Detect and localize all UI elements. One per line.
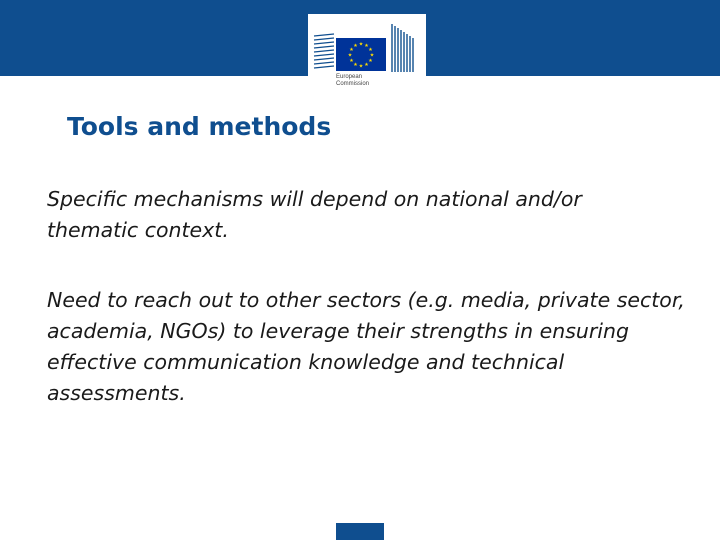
star-icon: ★ bbox=[358, 63, 364, 70]
logo-text-line2: Commission bbox=[336, 81, 370, 87]
footer-bar bbox=[336, 523, 384, 540]
star-icon: ★ bbox=[364, 62, 369, 68]
star-icon: ★ bbox=[358, 41, 364, 48]
star-icon: ★ bbox=[368, 47, 373, 53]
star-icon: ★ bbox=[349, 47, 354, 53]
slide-title: Tools and methods bbox=[67, 112, 332, 141]
body-paragraph-2: Need to reach out to other sectors (e.g. media, private sector, academia, NGOs) to leverage their strengths in ensuring effective communication knowledge and technical assessments. bbox=[47, 288, 685, 405]
star-icon: ★ bbox=[347, 52, 353, 59]
star-icon: ★ bbox=[369, 52, 375, 59]
logo-text-line1: European bbox=[336, 74, 363, 80]
star-icon: ★ bbox=[353, 62, 358, 68]
star-icon: ★ bbox=[353, 43, 358, 49]
logo-text bbox=[336, 74, 369, 88]
star-icon: ★ bbox=[368, 58, 373, 64]
european-commission-logo bbox=[308, 14, 426, 100]
star-icon: ★ bbox=[364, 43, 369, 49]
body-paragraph-1: Specific mechanisms will depend on national and/or thematic context. bbox=[47, 187, 582, 242]
star-icon: ★ bbox=[349, 58, 354, 64]
